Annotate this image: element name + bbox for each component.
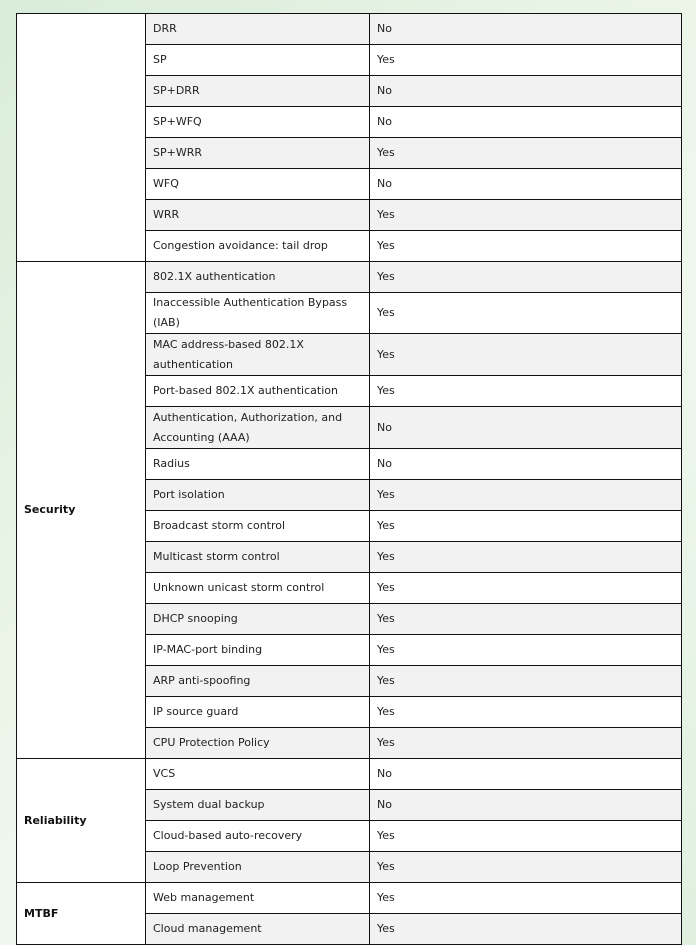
feature-cell: Unknown unicast storm control [146, 573, 370, 604]
feature-cell: DHCP snooping [146, 604, 370, 635]
value-cell: Yes [370, 200, 682, 231]
value-cell: Yes [370, 852, 682, 883]
feature-cell: VCS [146, 759, 370, 790]
value-cell: No [370, 14, 682, 45]
value-cell: No [370, 449, 682, 480]
value-cell: No [370, 790, 682, 821]
feature-cell: Multicast storm control [146, 542, 370, 573]
table-row [17, 883, 682, 914]
value-cell: Yes [370, 334, 682, 376]
feature-cell: SP+WRR [146, 138, 370, 169]
category-cell [17, 14, 146, 262]
value-cell: Yes [370, 293, 682, 334]
value-cell: Yes [370, 376, 682, 407]
spec-table-container [16, 13, 681, 945]
value-cell: Yes [370, 604, 682, 635]
value-cell: No [370, 759, 682, 790]
spec-table [16, 13, 682, 945]
value-cell: Yes [370, 697, 682, 728]
category-cell-reliability: Reliability [17, 759, 146, 883]
feature-cell: SP [146, 45, 370, 76]
feature-cell: Cloud-based auto-recovery [146, 821, 370, 852]
value-cell: No [370, 76, 682, 107]
feature-cell: Port-based 802.1X authentication [146, 376, 370, 407]
category-cell-mtbf: MTBF [17, 883, 146, 945]
value-cell: No [370, 407, 682, 449]
feature-cell: Port isolation [146, 480, 370, 511]
feature-cell: IP source guard [146, 697, 370, 728]
value-cell: Yes [370, 821, 682, 852]
feature-cell: WFQ [146, 169, 370, 200]
table-row [17, 759, 682, 790]
feature-cell: System dual backup [146, 790, 370, 821]
feature-cell: Broadcast storm control [146, 511, 370, 542]
table-row [17, 262, 682, 293]
feature-cell: SP+DRR [146, 76, 370, 107]
feature-cell: Authentication, Authorization, and Accounting (AAA) [146, 407, 370, 449]
value-cell: Yes [370, 480, 682, 511]
feature-cell: ARP anti-spoofing [146, 666, 370, 697]
feature-cell: Web management [146, 883, 370, 914]
value-cell: No [370, 169, 682, 200]
feature-cell: CPU Protection Policy [146, 728, 370, 759]
feature-cell: DRR [146, 14, 370, 45]
value-cell: Yes [370, 666, 682, 697]
feature-cell: Congestion avoidance: tail drop [146, 231, 370, 262]
value-cell: Yes [370, 45, 682, 76]
table-row [17, 14, 682, 45]
feature-cell: IP-MAC-port binding [146, 635, 370, 666]
value-cell: Yes [370, 914, 682, 945]
value-cell: Yes [370, 511, 682, 542]
category-cell-security: Security [17, 262, 146, 759]
value-cell: Yes [370, 138, 682, 169]
value-cell: Yes [370, 231, 682, 262]
feature-cell: SP+WFQ [146, 107, 370, 138]
value-cell: Yes [370, 262, 682, 293]
value-cell: Yes [370, 635, 682, 666]
feature-cell: MAC address-based 802.1X authentication [146, 334, 370, 376]
feature-cell: WRR [146, 200, 370, 231]
value-cell: Yes [370, 542, 682, 573]
feature-cell: Loop Prevention [146, 852, 370, 883]
value-cell: Yes [370, 883, 682, 914]
value-cell: Yes [370, 573, 682, 604]
feature-cell: Cloud management [146, 914, 370, 945]
value-cell: Yes [370, 728, 682, 759]
value-cell: No [370, 107, 682, 138]
feature-cell: Radius [146, 449, 370, 480]
feature-cell: 802.1X authentication [146, 262, 370, 293]
feature-cell: Inaccessible Authentication Bypass (IAB) [146, 293, 370, 334]
